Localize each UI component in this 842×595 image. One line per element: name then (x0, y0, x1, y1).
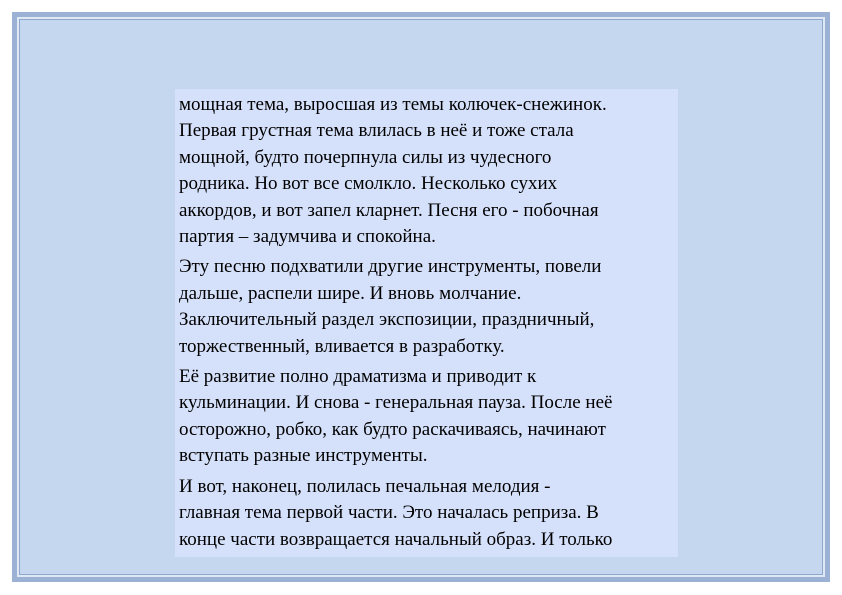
text-line: дальше, распели шире. И вновь молчание. (179, 282, 522, 304)
text-line: аккордов, и вот запел кларнет. Песня его - побочная (179, 199, 599, 221)
text-line: Её развитие полно драматизма и приводит к (179, 366, 537, 388)
text-line: торжественный, вливается в разработку. (179, 335, 505, 357)
text-line: И вот, наконец, полилась печальная мелодия - (179, 475, 551, 497)
text-line: главная тема первой части. Это началась реприза. В (179, 502, 599, 524)
text-line: родника. Но вот все смолкло. Несколько сухих (179, 173, 558, 195)
text-line: партия – задумчива и спокойна. (179, 226, 436, 248)
text-line: Заключительный раздел экспозиции, праздничный, (179, 309, 595, 331)
paragraph-1 (179, 92, 674, 250)
paragraph-2 (179, 254, 674, 360)
text-line: кульминации. И снова - генеральная пауза. После неё (179, 392, 613, 414)
slide-frame (12, 12, 830, 582)
paragraph-3 (179, 364, 674, 470)
paragraph-4 (179, 474, 674, 553)
text-line: вступать разные инструменты. (179, 445, 428, 467)
text-line: Первая грустная тема влилась в неё и тоже стала (179, 120, 574, 142)
text-box (175, 89, 678, 557)
text-line: мощной, будто почерпнула силы из чудесного (179, 146, 552, 168)
text-line: Эту песню подхватили другие инструменты, повели (179, 256, 602, 278)
text-line: конце части возвращается начальный образ. И только (179, 528, 613, 550)
text-line: осторожно, робко, как будто раскачиваясь, начинают (179, 418, 606, 440)
text-line: мощная тема, выросшая из темы колючек-снежинок. (179, 94, 607, 115)
